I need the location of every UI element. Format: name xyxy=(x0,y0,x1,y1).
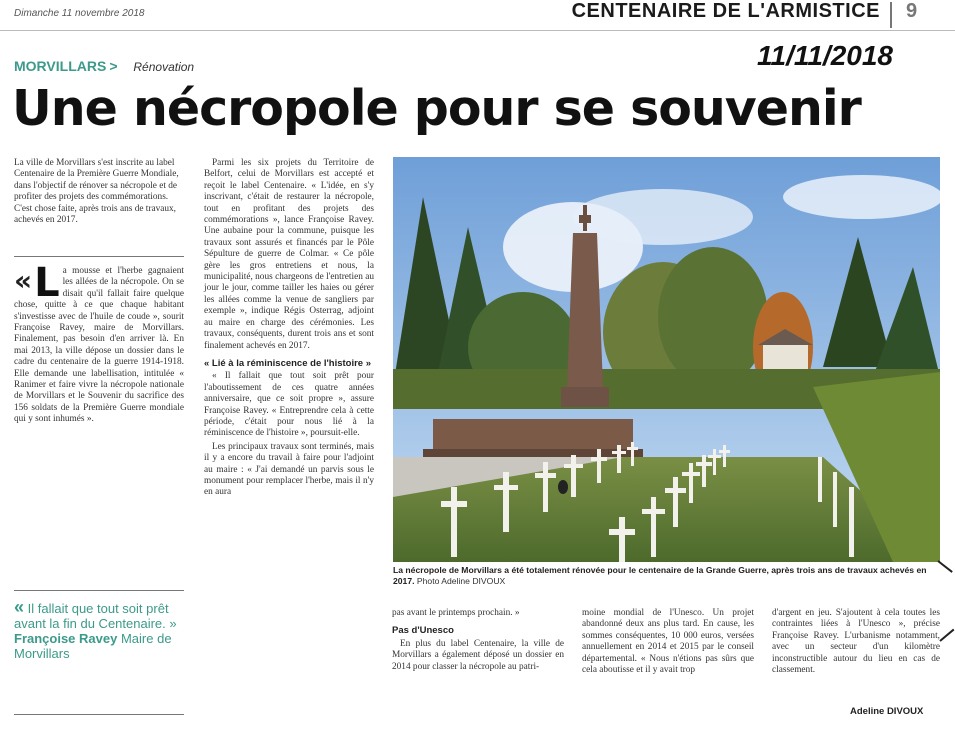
kicker-town: MORVILLARS xyxy=(14,58,107,74)
pull-quote-mark: « xyxy=(14,597,25,617)
paragraph: Les principaux travaux sont terminés, mais il y a encore du travail à faire pour l'adjoint au maire : « J'ai demandé un parvis sous le monument pour remplacer l'herbe, mais il n'y en aura xyxy=(204,441,374,498)
article-chapo: La ville de Morvillars s'est inscrite au label Centenaire de la Première Guerre Mondiale, dans l'objectif de rénover sa nécropole et de profiter des projets des commémorations. C'est chose faite, après trois ans de travaux, achevés en 2017. xyxy=(14,158,179,226)
dropcap: L xyxy=(34,260,60,306)
lead-text: a mousse et l'herbe gagnaient les allées de la nécropole. On se disait qu'il fallait faire quelque chose, quitte à ce que chaque habitant s'investisse avec de l'huile de coude », sourit Françoise Ravey, maire de Morvillars. Finalement, pas besoin d'en arriver là. En mai 2013, la ville dépose un dossier dans le cadre du centenaire de la guerre 1914-1918. Elle demande une labellisation, intitulée « Ranimer et faire vivre la nécropole nationale de Morvillars et le Souvenir du sacrifice des 156 soldats de la Première Guerre mondiale qui y sont inhumés ». xyxy=(14,266,184,425)
article-column-2 xyxy=(204,158,374,501)
paragraph: moine mondial de l'Unesco. Un projet abandonné deux ans plus tard. En cause, les sommes conséquentes, 10 000 euros, versées annuellement en 2014 et 2015 par le conseil départemental. « Nous n'étions pas sûrs que cela aboutisse et il y avait trop xyxy=(582,608,754,676)
paragraph: « Il fallait que tout soit prêt pour l'aboutissement de ces quatre années anniversaire, que ce soit propre », assure Françoise Ravey. « Entreprendre cela à cette période, c'était pour nous lié à la réminiscence de l'histoire », poursuit-elle. xyxy=(204,371,374,439)
cemetery-illustration xyxy=(393,157,940,562)
photo-credit: Photo Adeline DIVOUX xyxy=(416,575,506,586)
author-signature: Adeline DIVOUX xyxy=(850,706,924,717)
intertitle-1: « Lié à la réminiscence de l'histoire » xyxy=(204,357,372,369)
clipping-mark xyxy=(939,629,954,642)
paragraph: Parmi les six projets du Territoire de Belfort, celui de Morvillars est accepté et reçoit le label Centenaire. « L'idée, en s'y inscrivant, c'était de restaurer la nécropole, tout en profitant des projets des commémorations », lance Françoise Ravey. Une aubaine pour la commune, puisque les travaux sont assurés et financés par le Pôle Sépulture de guerre de Colmar. « Ce pôle gère les gros entretiens et nous, la municipalité, nous chargeons de l'entretien au jour le jour, comme tailler les haies ou gérer les allées comme la venue de sangliers par exemple », indique Régis Osterrag, adjoint au maire en charge des cérémonies. Les travaux, conséquents, durent trois ans et sont finalement achevés en 2017. xyxy=(204,158,374,351)
paragraph: d'argent en jeu. S'ajoutent à cela toutes les contraintes liées à l'Unesco », précise Françoise Ravey. L'urbanisme notamment, avec un secteur d'un kilomètre inconstructible autour du lieu en cas de classement. xyxy=(772,608,940,676)
header-separator xyxy=(890,2,892,28)
column-rule xyxy=(14,256,184,257)
article-column-4 xyxy=(582,608,754,678)
annotation-date: 11/11/2018 xyxy=(757,40,893,71)
article-lead xyxy=(14,260,184,426)
intertitle-2: Pas d'Unesco xyxy=(392,625,454,637)
page-number: 9 xyxy=(906,0,918,22)
pull-quote-role: Maire de Morvillars xyxy=(14,631,172,661)
paragraph: pas avant le printemps prochain. » xyxy=(392,608,520,618)
photo-caption xyxy=(393,565,941,586)
pull-quote-text: Il fallait que tout soit prêt avant la fin du Centenaire. » xyxy=(14,601,177,631)
opening-quote-mark: « xyxy=(14,264,33,297)
article-column-5 xyxy=(772,608,940,678)
pull-quote-name: Françoise Ravey xyxy=(14,631,118,646)
section-title: CENTENAIRE DE L'ARMISTICE xyxy=(571,0,880,22)
caption-text: La nécropole de Morvillars a été totalement rénovée pour le centenaire de la Grande Guerre, après trois ans de travaux achevés en 2017. xyxy=(393,565,927,586)
article-photo xyxy=(393,157,940,562)
kicker-arrow: > xyxy=(109,58,118,74)
paragraph: En plus du label Centenaire, la ville de Morvillars a également déposé un dossier en 2014 pour classer la nécropole au patri- xyxy=(392,638,564,672)
kicker xyxy=(14,58,194,74)
issue-date: Dimanche 11 novembre 2018 xyxy=(14,8,145,19)
pull-quote-rule-top xyxy=(14,590,184,591)
header-rule xyxy=(0,30,955,31)
pull-quote xyxy=(14,597,184,661)
kicker-rubric: Rénovation xyxy=(133,60,195,74)
pull-quote-rule-bottom xyxy=(14,714,184,715)
article-column-3 xyxy=(392,608,564,675)
headline: Une nécropole pour se souvenir xyxy=(12,80,861,137)
